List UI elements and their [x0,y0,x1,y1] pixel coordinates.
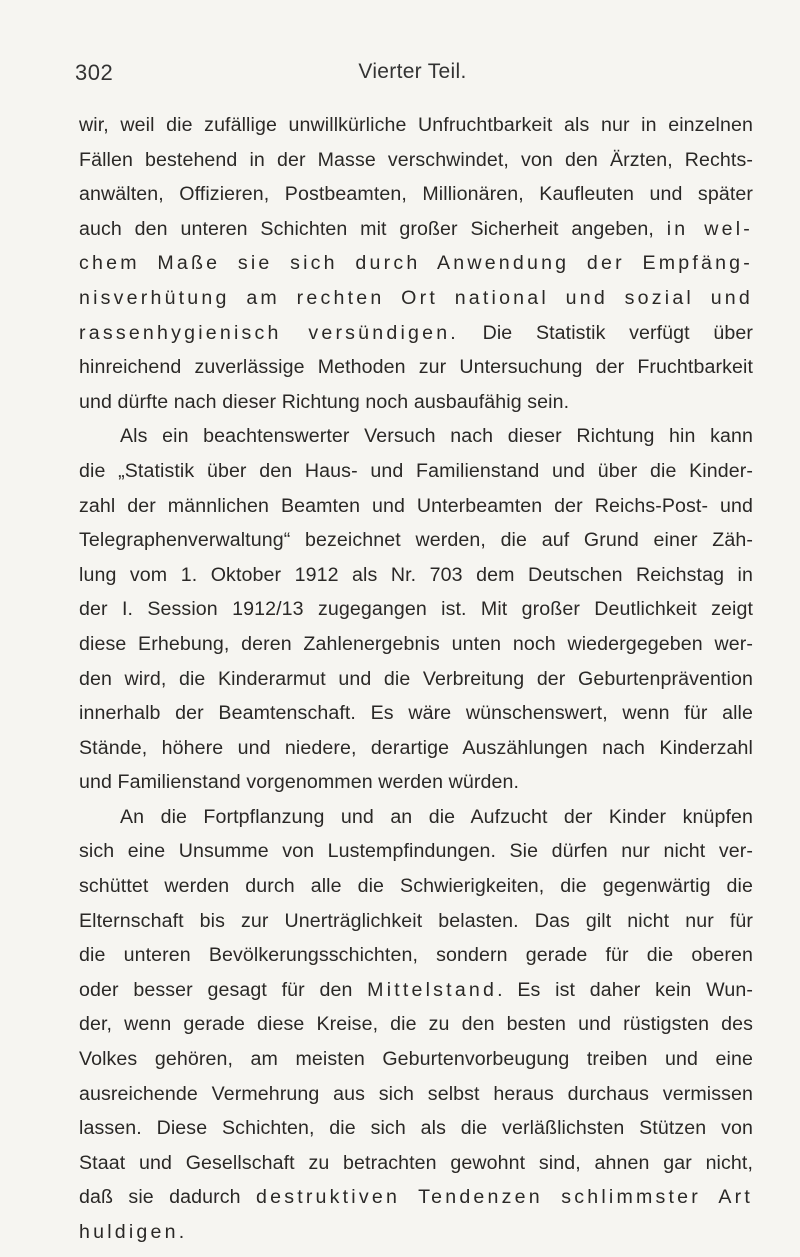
text-line: lassen. Diese Schichten, die sich als die verläßlichsten Stützen von [79,1117,753,1140]
text-line: der, wenn gerade diese Kreise, die zu den besten und rüstigsten des [79,1013,753,1036]
text-line: die unteren Bevölkerungsschichten, sondern gerade für die oberen [79,944,753,967]
text-line: anwälten, Offizieren, Postbeamten, Millionären, Kaufleuten und später [79,183,753,206]
running-title: Vierter Teil. [358,60,467,83]
text-line: der I. Session 1912/13 zugegangen ist. Mit großer Deutlichkeit zeigt [79,598,753,621]
page-body [79,108,753,1250]
text-line: diese Erhebung, deren Zahlenergebnis unten noch wiedergegeben wer- [79,632,753,655]
spaced-emphasis: Mittelstand [367,978,498,1001]
text-line: sich eine Unsumme von Lustempfindungen. Sie dürfen nur nicht ver- [79,840,753,863]
text-line: Stände, höhere und niedere, derartige Auszählungen nach Kinderzahl [79,736,753,759]
text-line: Als ein beachtenswerter Versuch nach dieser Richtung hin kann [120,425,753,448]
text-line: den wird, die Kinderarmut und die Verbreitung der Geburtenprävention [79,667,753,690]
text-line: Elternschaft bis zur Unerträglichkeit belasten. Das gilt nicht nur für [79,909,753,932]
text-line: innerhalb der Beamtenschaft. Es wäre wünschenswert, wenn für alle [79,702,753,725]
text-line: Telegraphenverwaltung“ bezeichnet werden, die auf Grund einer Zäh- [79,529,753,552]
spaced-emphasis: destruktiven Tendenzen schlimmster Art [256,1186,753,1209]
text-line: wir, weil die zufällige unwillkürliche Unfruchtbarkeit als nur in einzelnen [79,114,753,136]
text-line: Staat und Gesellschaft zu betrachten gewohnt sind, ahnen gar nicht, [79,1151,753,1174]
text-line: daß sie dadurch destruktiven Tendenzen schlimmster Art [79,1186,753,1209]
text-line: huldigen. [79,1221,188,1243]
text-line: lung vom 1. Oktober 1912 als Nr. 703 dem Deutschen Reichstag in [79,563,753,586]
text-line: An die Fortpflanzung und an die Aufzucht der Kinder knüpfen [120,805,753,828]
text-line: und Familienstand vorgenommen werden würden. [79,771,520,794]
text-line: hinreichend zuverlässige Methoden zur Untersuchung der Fruchtbarkeit [79,356,753,379]
text-line: auch den unteren Schichten mit großer Sicherheit angeben, in wel- [79,217,753,240]
spaced-emphasis: rassenhygienisch versündigen. [79,321,459,344]
text-line: die „Statistik über den Haus- und Familienstand und über die Kinder- [79,459,753,482]
text-line: chem Maße sie sich durch Anwendung der Empfäng- [79,252,753,275]
text-line: nisverhütung am rechten Ort national und sozial und [79,286,753,309]
page-header [75,60,750,90]
text-line: schüttet werden durch alle die Schwierigkeiten, die gegenwärtig die [79,875,753,898]
text-line: rassenhygienisch versündigen. Die Statistik verfügt über [79,321,753,344]
text-line: Fällen bestehend in der Masse verschwindet, von den Ärzten, Rechts- [79,148,753,171]
text-line: ausreichende Vermehrung aus sich selbst heraus durchaus vermissen [79,1082,753,1105]
text-line: Volkes gehören, am meisten Geburtenvorbeugung treiben und eine [79,1048,753,1071]
text-line: oder besser gesagt für den Mittelstand. Es ist daher kein Wun- [79,978,753,1001]
text-line: und dürfte nach dieser Richtung noch ausbaufähig sein. [79,390,570,413]
spaced-emphasis: in wel- [666,217,753,240]
page-number: 302 [75,60,114,85]
text-line: zahl der männlichen Beamten und Unterbeamten der Reichs-Post- und [79,494,753,517]
